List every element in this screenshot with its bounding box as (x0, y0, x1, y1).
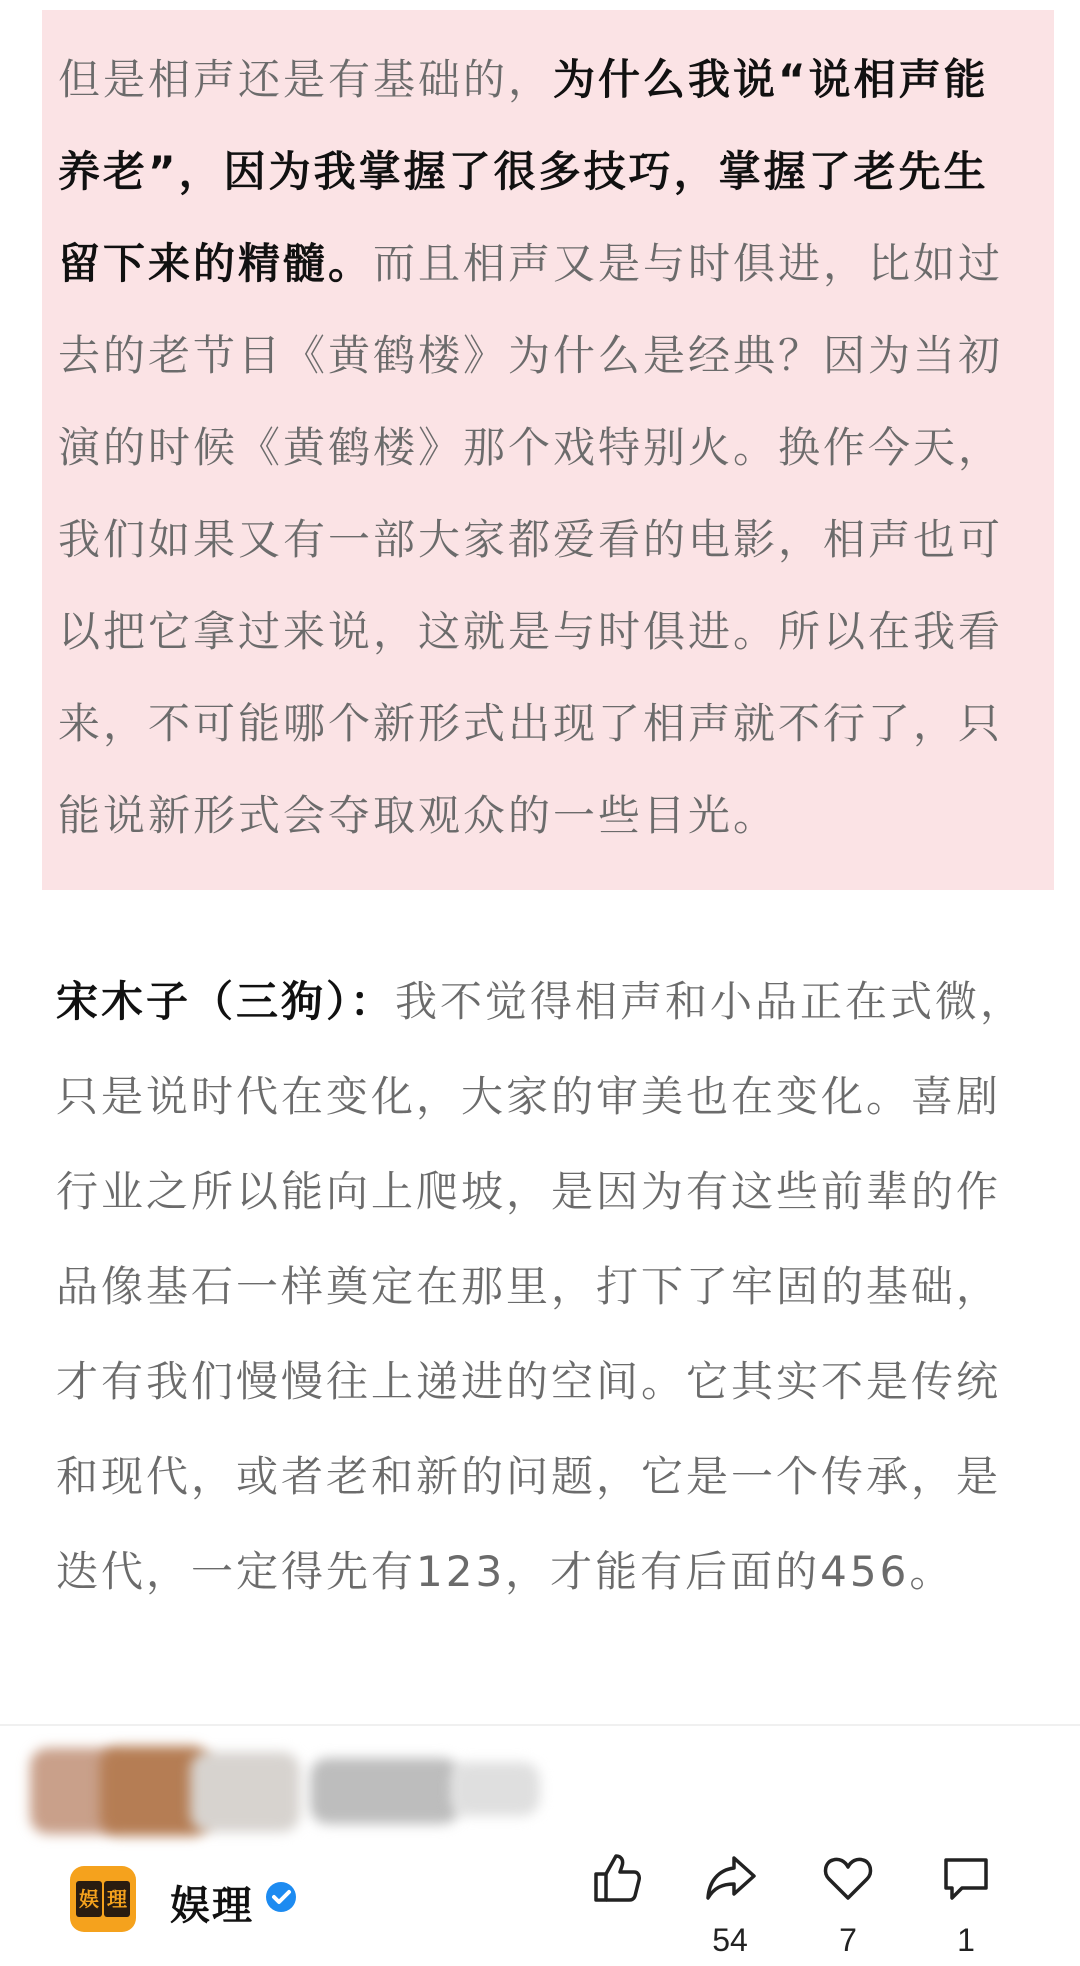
logo-char: 娱 (76, 1881, 102, 1917)
like-button[interactable] (576, 1850, 656, 1906)
heart-icon (820, 1850, 876, 1906)
comment-icon (938, 1850, 994, 1906)
quote-paragraph (58, 34, 1020, 862)
quote-bold-text: 为什么我说“说相声能养老”，因为我掌握了很多技巧，掌握了老先生留下来的精髓。 (58, 55, 989, 288)
answer-text: 我不觉得相声和小品正在式微，只是说时代在变化，大家的审美也在变化。喜剧行业之所以能向上爬坡，是因为有这些前辈的作品像基石一样奠定在那里，打下了牢固的基础，才有我们慢慢往上递进的空间。它其实不是传统和现代，或者老和新的问题，它是一个传承，是迭代，一定得先有123，才能有后面的456。 (56, 977, 1026, 1596)
answer-paragraph (56, 954, 1026, 1619)
like-heart-button[interactable] (808, 1850, 888, 1959)
verified-badge-icon (264, 1880, 298, 1914)
scroll-fade (520, 1905, 680, 1945)
comment-button[interactable] (926, 1850, 1006, 1959)
share-count: 54 (712, 1922, 748, 1958)
divider (0, 1724, 1080, 1726)
heart-count: 7 (839, 1922, 857, 1958)
thumbs-up-icon (588, 1850, 644, 1906)
logo-char: 理 (104, 1881, 130, 1917)
highlighted-quote-block (42, 10, 1054, 890)
speaker-name: 宋木子（三狗）： (56, 977, 396, 1026)
share-icon (702, 1850, 758, 1906)
account-logo[interactable] (70, 1866, 136, 1932)
comment-count: 1 (957, 1922, 975, 1958)
share-button[interactable] (690, 1850, 770, 1959)
post-footer (0, 1830, 1080, 1966)
quote-trailing-text: 而且相声又是与时俱进，比如过去的老节目《黄鹤楼》为什么是经典？因为当初演的时候《黄鹤楼》那个戏特别火。换作今天，我们如果又有一部大家都爱看的电影，相声也可以把它拿过来说，这就是与时俱进。所以在我看来，不可能哪个新形式出现了相声就不行了，只能说新形式会夺取观众的一些目光。 (58, 239, 1004, 840)
quote-lead-text: 但是相声还是有基础的， (58, 55, 554, 104)
author-name[interactable]: 娱理 (170, 1883, 254, 1929)
